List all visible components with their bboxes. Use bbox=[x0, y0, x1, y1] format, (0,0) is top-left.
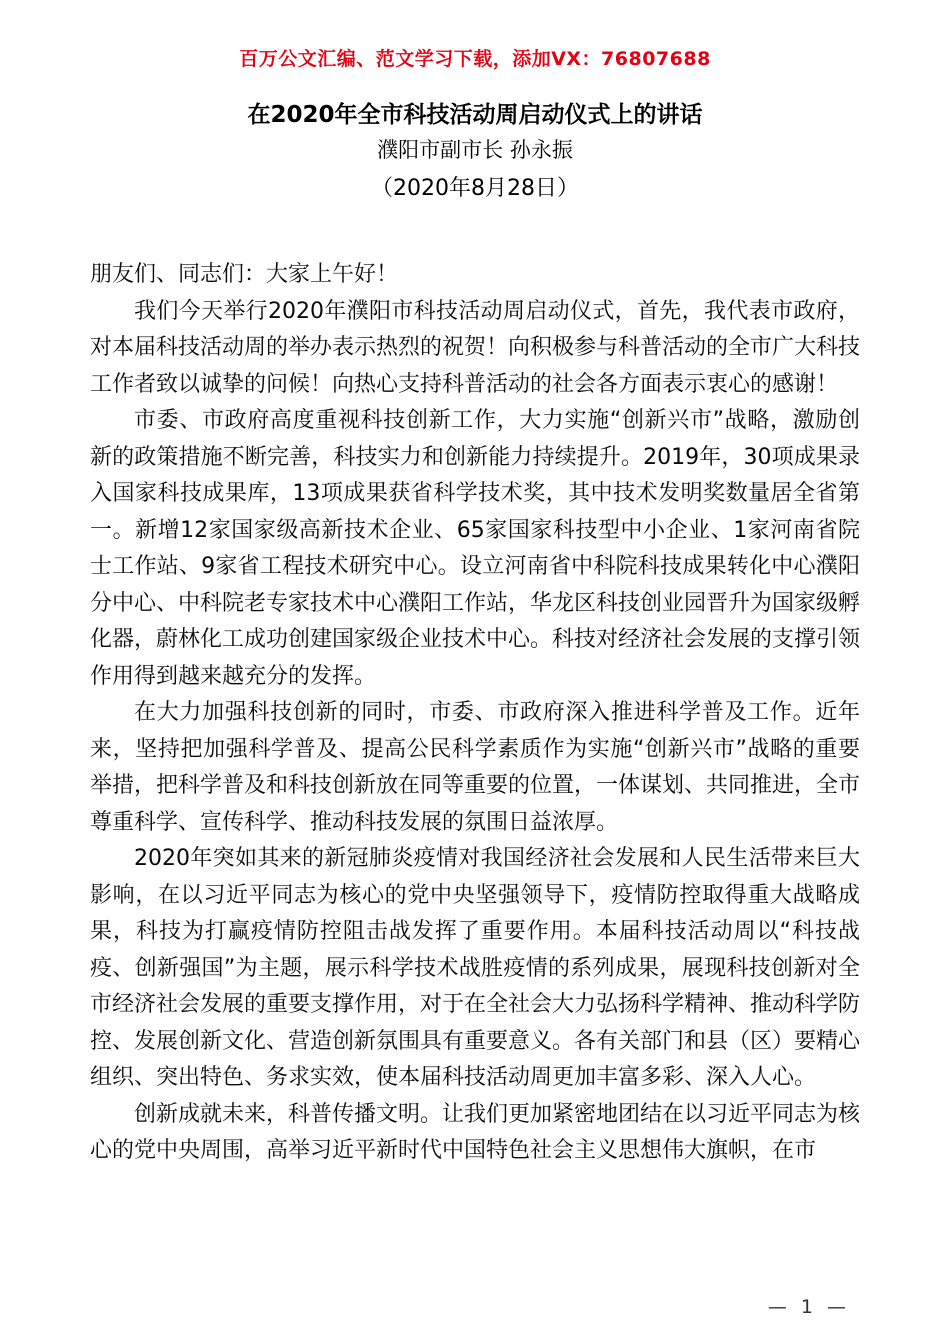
date-line: （2020年8月28日） bbox=[371, 176, 579, 201]
paragraph: 创新成就未来，科普传播文明。让我们更加紧密地团结在以习近平同志为核心的党中央周围，高举习近平新时代中国特色社会主义思想伟大旗帜，在市 bbox=[90, 1101, 861, 1163]
paragraph: 我们今天举行2020年濮阳市科技活动周启动仪式，首先，我代表市政府，对本届科技活动周的举办表示热烈的祝贺！向积极参与科普活动的全市广大科技工作者致以诚挚的问候！向热心支持科普活动的社会各方面表示衷心的感谢！ bbox=[90, 298, 861, 397]
salutation: 朋友们、同志们：大家上午好！ bbox=[90, 262, 399, 287]
page-title: 在2020年全市科技活动周启动仪式上的讲话 bbox=[247, 102, 703, 128]
speech-body bbox=[90, 257, 860, 1170]
page-number: — 1 — bbox=[767, 1296, 850, 1318]
paragraph: 市委、市政府高度重视科技创新工作，大力实施“创新兴市”战略，激励创新的政策措施不断完善，科技实力和创新能力持续提升。2019年，30项成果录入国家科技成果库，13项成果获省科学技术奖，其中技术发明奖数量居全省第一。新增12家国家级高新技术企业、65家国家科技型中小企业、1家河南省院士工作站、9家省工程技术研究中心。设立河南省中科院科技成果转化中心濮阳分中心、中科院老专家技术中心濮阳工作站，华龙区科技创业园晋升为国家级孵化器，蔚林化工成功创建国家级企业技术中心。科技对经济社会发展的支撑引领作用得到越来越充分的发挥。 bbox=[90, 408, 861, 689]
paragraph: 在大力加强科技创新的同时，市委、市政府深入推进科学普及工作。近年来，坚持把加强科学普及、提高公民科学素质作为实施“创新兴市”战略的重要举措，把科学普及和科技创新放在同等重要的位置，一体谋划、共同推进，全市尊重科学、宣传科学、推动科技发展的氛围日益浓厚。 bbox=[90, 700, 861, 835]
paragraph: 2020年突如其来的新冠肺炎疫情对我国经济社会发展和人民生活带来巨大影响，在以习近平同志为核心的党中央坚强领导下，疫情防控取得重大战略成果，科技为打赢疫情防控阻击战发挥了重要作用。本届科技活动周以“科技战疫、创新强国”为主题，展示科学技术战胜疫情的系列成果，展现科技创新对全市经济社会发展的重要支撑作用，对于在全社会大力弘扬科学精神、推动科学防控、发展创新文化、营造创新氛围具有重要意义。各有关部门和县（区）要精心组织、突出特色、务求实效，使本届科技活动周更加丰富多彩、深入人心。 bbox=[90, 846, 861, 1090]
promo-text: 百万公文汇编、范文学习下载，添加VX：76807688 bbox=[239, 48, 711, 70]
author-line: 濮阳市副市长 孙永振 bbox=[377, 138, 573, 162]
